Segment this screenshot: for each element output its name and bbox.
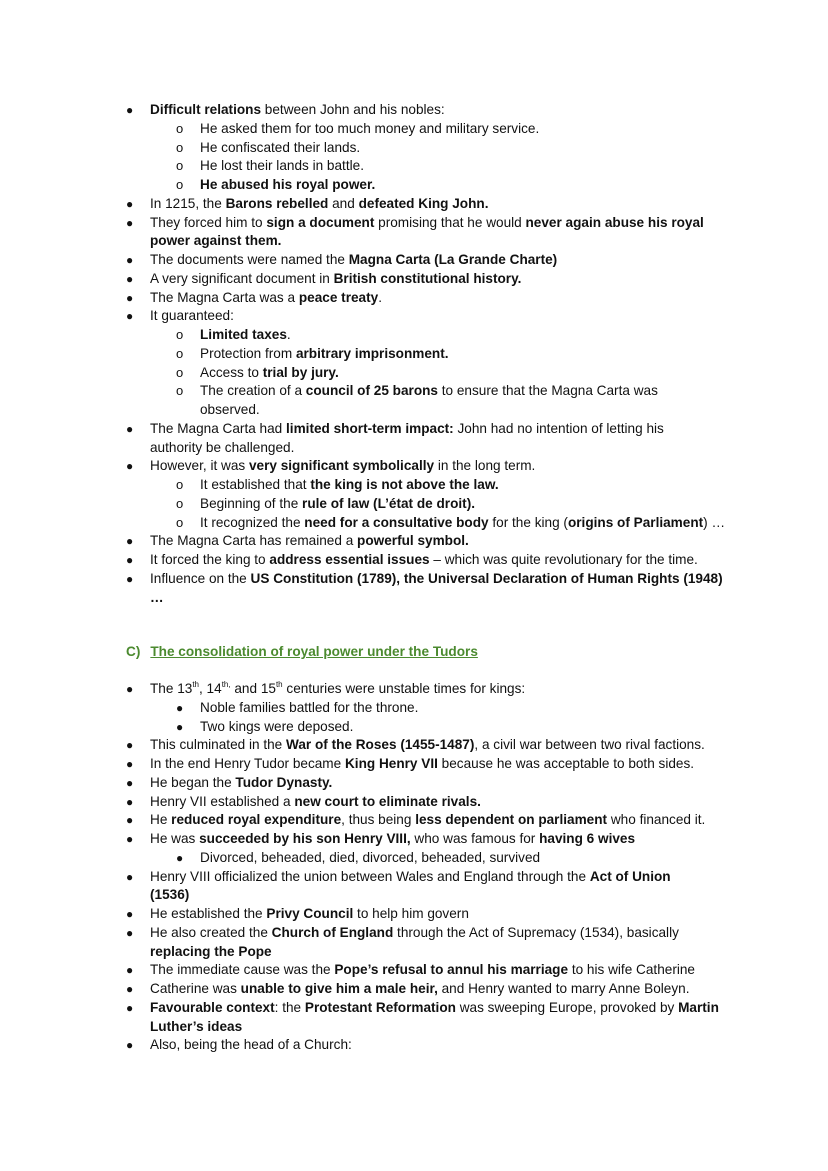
bullet-marker: ●: [126, 963, 134, 978]
section-letter: C): [126, 644, 141, 659]
list-item-text: Access to trial by jury.: [200, 364, 339, 380]
bullet-marker: ●: [126, 832, 134, 846]
bullet-marker: o: [176, 327, 184, 342]
section-title: The consolidation of royal power under the Tudors: [150, 644, 478, 659]
list-item-text: He was succeeded by his son Henry VIII, who was famous for having 6 wives: [150, 831, 636, 846]
list-item-text: It established that the king is not above the law.: [200, 477, 499, 492]
list-item-text: In the end Henry Tudor became King Henry VII because he was acceptable to both sides.: [150, 756, 695, 771]
list-item-text: In 1215, the Barons rebelled and defeated King John.: [150, 195, 489, 211]
list-item-text: The Magna Carta had limited short-term impact: John had no intention of letting his: [150, 420, 664, 436]
bullet-marker: ●: [126, 794, 134, 809]
list-item-text: Luther’s ideas: [150, 1018, 243, 1034]
bullet-marker: ●: [126, 1000, 134, 1015]
list-item-text: Catherine was unable to give him a male heir, and Henry wanted to marry Anne Boleyn.: [150, 981, 690, 996]
list-item-text: The Magna Carta was a peace treaty.: [150, 289, 382, 305]
bullet-marker: ●: [126, 757, 134, 771]
bullet-marker: o: [176, 383, 184, 399]
list-item-text: He asked them for too much money and military service.: [200, 120, 540, 136]
list-item-text: The creation of a council of 25 barons to ensure that the Magna Carta was: [200, 383, 658, 399]
section-heading: [126, 643, 478, 662]
list-item-text: He lost their lands in battle.: [200, 158, 364, 174]
bullet-marker: o: [176, 177, 184, 192]
bullet-marker: ●: [126, 459, 134, 474]
bullet-marker: ●: [126, 925, 134, 940]
bullet-marker: ●: [176, 700, 184, 715]
list-item-text: Limited taxes.: [200, 327, 291, 342]
list-item-text: …: [150, 589, 164, 605]
bullet-marker: ●: [126, 738, 134, 753]
bullet-marker: ●: [176, 850, 184, 865]
bullet-marker: ●: [126, 196, 134, 211]
list-item-text: However, it was very significant symbolically in the long term.: [150, 458, 536, 474]
list-item-text: Difficult relations between John and his nobles:: [150, 102, 445, 117]
list-item-text: He established the Privy Council to help him govern: [150, 906, 469, 921]
bullet-marker: ●: [126, 682, 134, 696]
bullet-marker: ●: [126, 571, 134, 586]
bullet-marker: ●: [126, 907, 134, 921]
list-item-text: (1536): [150, 887, 190, 903]
list-item-text: power against them.: [150, 233, 282, 249]
bullet-marker: ●: [126, 982, 134, 996]
bullet-marker: o: [176, 345, 184, 361]
list-item-text: Henry VII established a new court to eliminate rivals.: [150, 793, 481, 809]
list-item-text: Noble families battled for the throne.: [200, 699, 419, 715]
bullet-marker: o: [176, 514, 184, 530]
bullet-marker: ●: [126, 309, 134, 324]
bullet-marker: ●: [126, 103, 134, 117]
bullet-marker: o: [176, 120, 184, 136]
list-item-text: He also created the Church of England through the Act of Supremacy (1534), basically: [150, 924, 679, 940]
bullet-marker: ●: [126, 421, 134, 436]
list-item-text: The documents were named the Magna Carta (La Grande Charte): [150, 252, 558, 267]
bullet-marker: ●: [126, 215, 134, 230]
list-item-text: He abused his royal power.: [200, 177, 376, 192]
bullet-marker: o: [176, 477, 184, 492]
list-item-text: Favourable context: the Protestant Reformation was sweeping Europe, provoked by Martin: [150, 999, 719, 1015]
list-item-text: He reduced royal expenditure, thus being less dependent on parliament who financed it.: [150, 812, 706, 828]
bullet-marker: ●: [126, 290, 134, 305]
list-item-text: Divorced, beheaded, died, divorced, beheaded, survived: [200, 849, 541, 865]
list-item-text: authority be challenged.: [150, 439, 295, 455]
list-item-text: Beginning of the rule of law (L’état de droit).: [200, 495, 476, 511]
list-item-text: It guaranteed:: [150, 308, 234, 324]
list-item-text: The 13th, $14^{th,}$ and 15th centuries were unstable times for kings:: [150, 680, 526, 696]
bullet-marker: o: [176, 158, 184, 174]
list-item-text: This culminated in the War of the Roses (1455-1487), a civil war between two rival factions.: [150, 737, 705, 753]
list-item-text: replacing the Pope: [150, 943, 272, 959]
bullet-marker: ●: [126, 775, 134, 790]
list-item-text: The immediate cause was the Pope’s refusal to annul his marriage to his wife Catherine: [150, 962, 695, 978]
bullet-marker: o: [176, 364, 184, 380]
bullet-marker: ●: [126, 534, 134, 549]
bullet-marker: ●: [126, 271, 134, 286]
list-item-text: A very significant document in British constitutional history.: [150, 270, 522, 286]
bullet-marker: o: [176, 139, 184, 155]
bullet-marker: ●: [126, 869, 134, 884]
list-item-text: observed.: [200, 402, 260, 417]
list-item-text: The Magna Carta has remained a powerful symbol.: [150, 533, 469, 549]
list-item-text: Protection from arbitrary imprisonment.: [200, 345, 449, 361]
list-item-text: It recognized the need for a consultative body for the king (origins of Parliament) …: [200, 514, 726, 530]
list-item-text: He confiscated their lands.: [200, 139, 361, 155]
list-item-text: Influence on the US Constitution (1789), the Universal Declaration of Human Rights (1948): [150, 570, 723, 586]
bullet-marker: ●: [126, 253, 134, 267]
bullet-marker: ●: [126, 813, 134, 828]
bullet-marker: ●: [126, 1038, 134, 1053]
list-item-text: He began the Tudor Dynasty.: [150, 774, 333, 790]
list-item-text: Two kings were deposed.: [200, 718, 354, 734]
bullet-marker: o: [176, 495, 184, 511]
list-item-text: They forced him to sign a document promising that he would never again abuse his royal: [150, 214, 704, 230]
bullet-marker: ●: [126, 553, 134, 567]
bullet-marker: ●: [176, 719, 184, 734]
list-item-text: Henry VIII officialized the union between Wales and England through the Act of Union: [150, 868, 671, 884]
list-item-text: It forced the king to address essential issues – which was quite revolutionary for the time.: [150, 552, 698, 567]
list-item-text: Also, being the head of a Church:: [150, 1037, 352, 1053]
